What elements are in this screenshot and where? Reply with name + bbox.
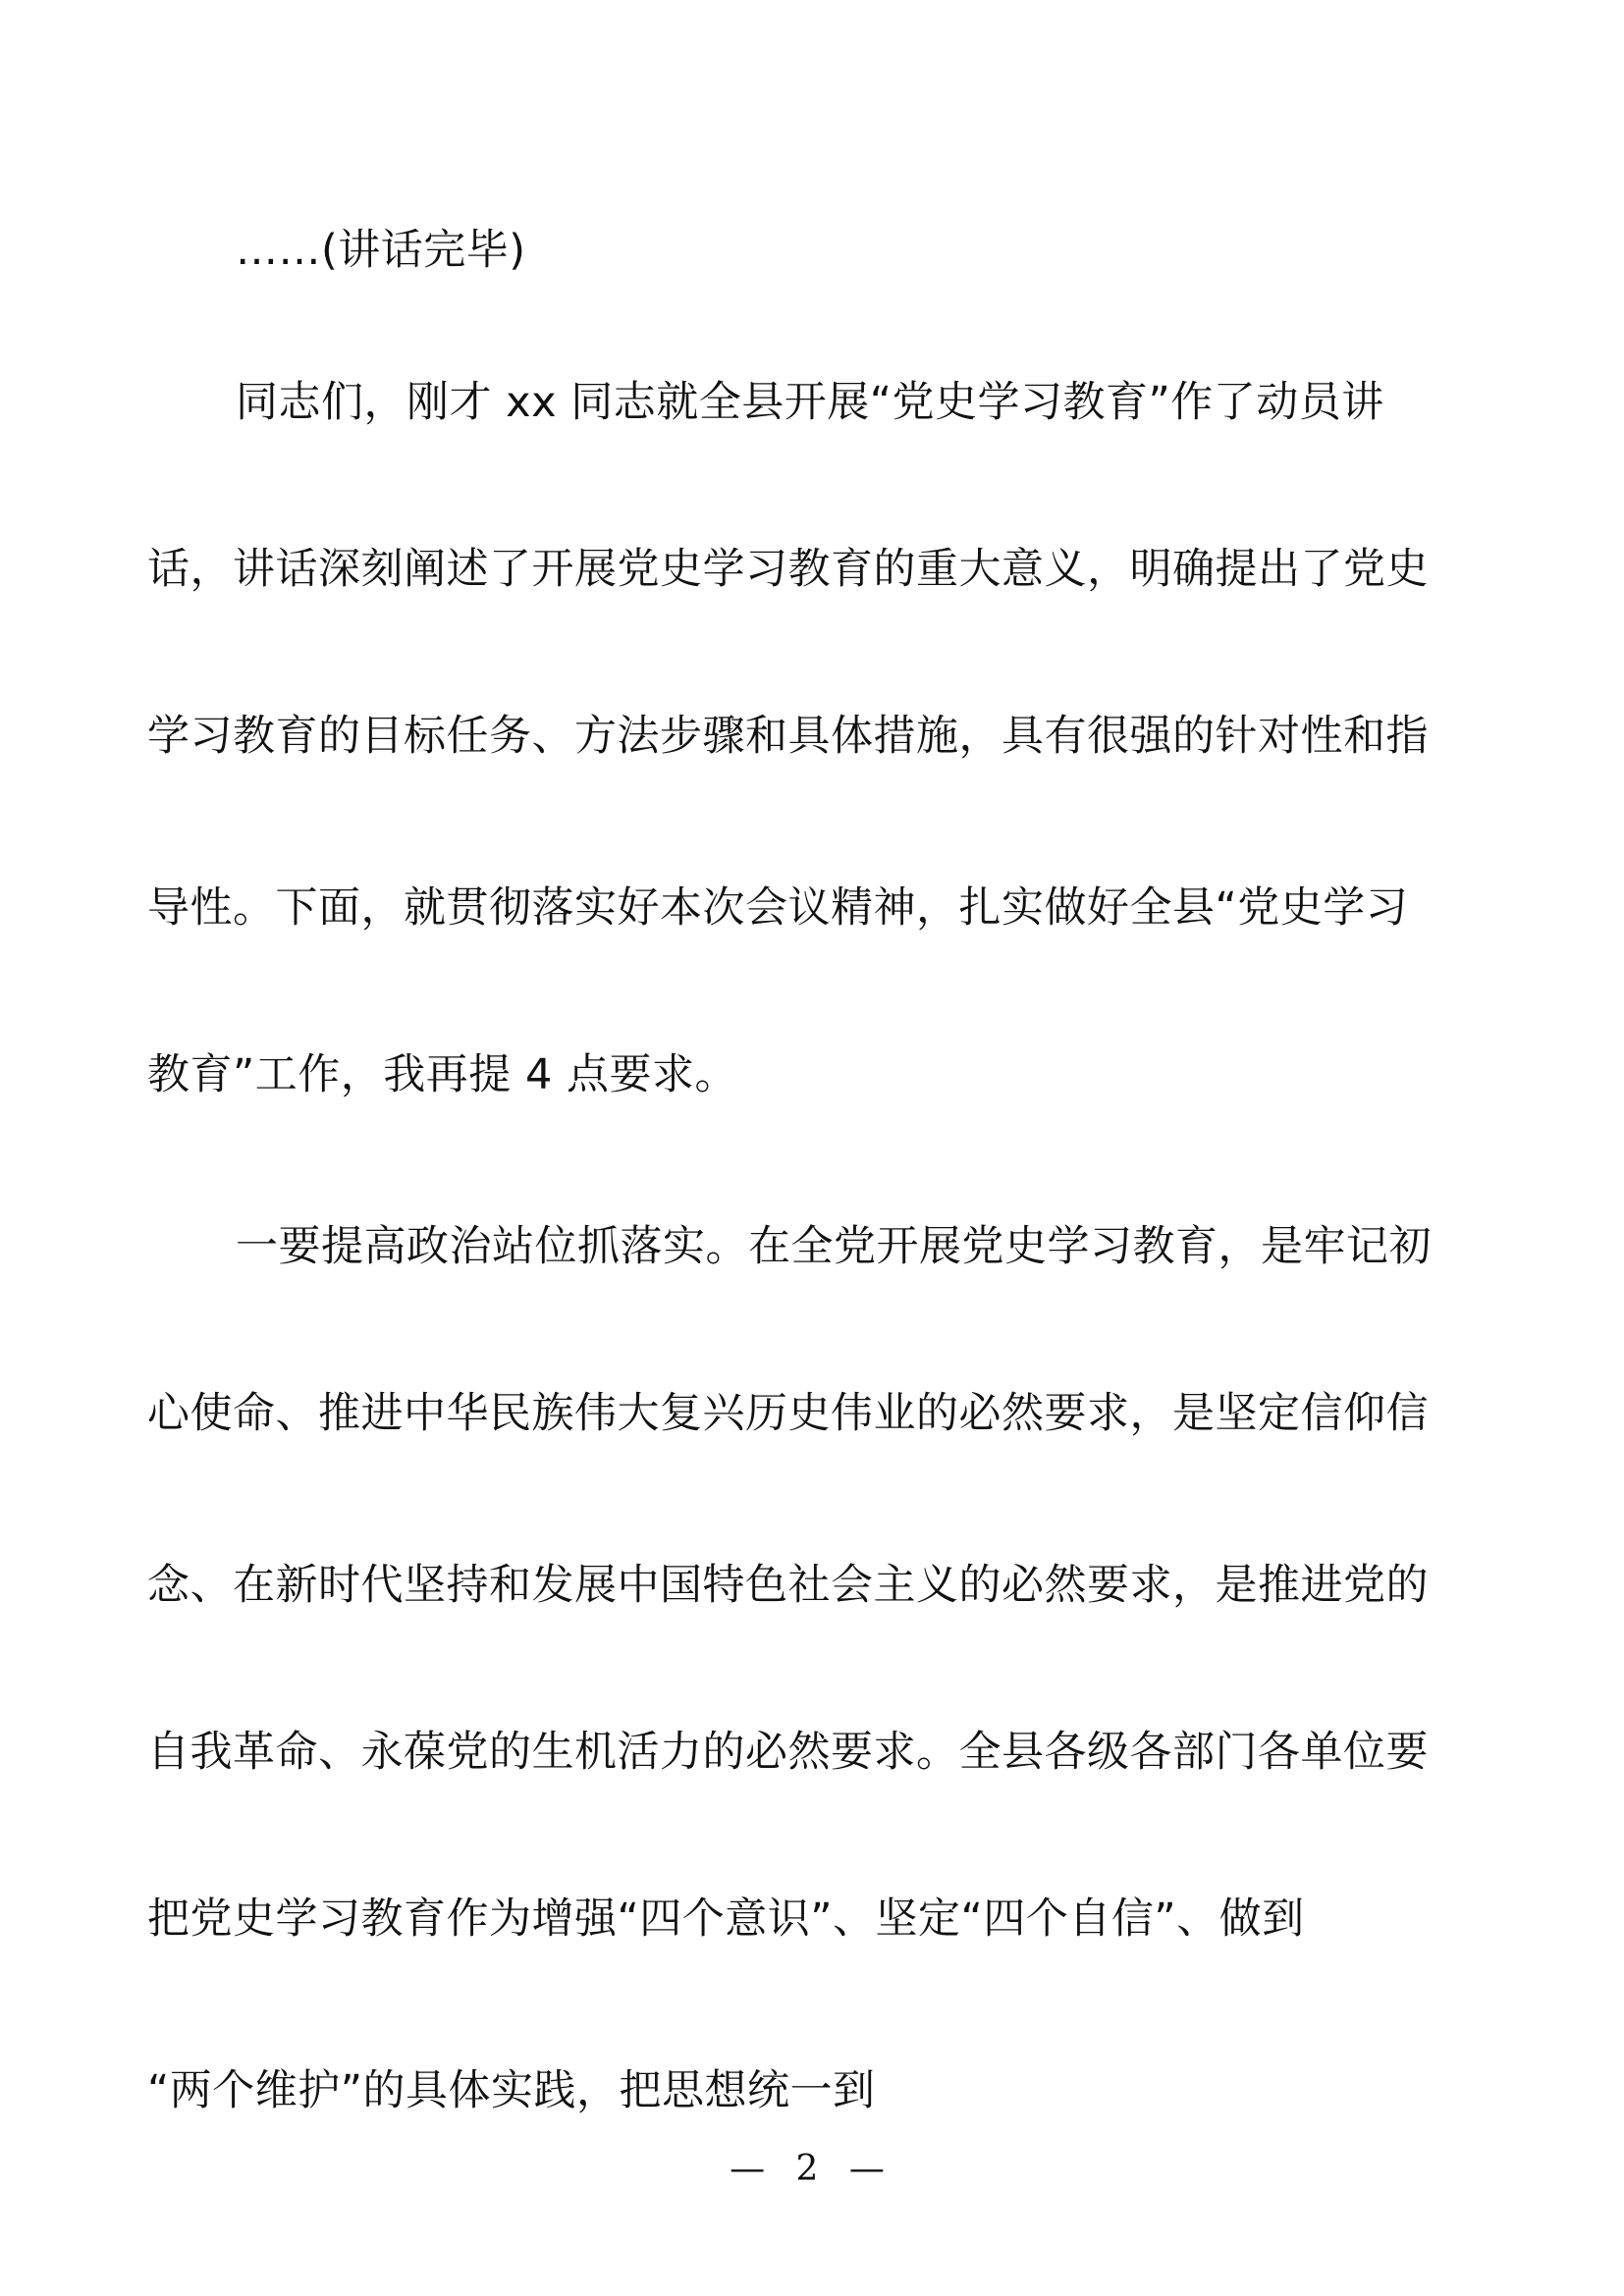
paragraph-2-line-3: 念、在新时代坚持和发展中国特色社会主义的必然要求，是推进党的 [147, 1561, 1429, 1610]
paragraph-1-line-5: 教育”工作，我再提 4 点要求。 [147, 1050, 737, 1099]
page-number: — 2 — [730, 2149, 894, 2189]
text-line-speech-end: ……(讲话完毕) [236, 226, 526, 275]
paragraph-2-line-1: 一要提高政治站位抓落实。在全党开展党史学习教育，是牢记初 [236, 1222, 1432, 1271]
paragraph-1-line-4: 导性。下面，就贯彻落实好本次会议精神，扎实做好全县“党史学习 [147, 883, 1409, 933]
paragraph-2-line-6: “两个维护”的具体实践，把思想统一到 [147, 2066, 876, 2115]
paragraph-2-line-2: 心使命、推进中华民族伟大复兴历史伟业的必然要求，是坚定信仰信 [147, 1389, 1429, 1438]
paragraph-1-line-3: 学习教育的目标任务、方法步骤和具体措施，具有很强的针对性和指 [147, 712, 1429, 761]
paragraph-2-line-5: 把党史学习教育作为增强“四个意识”、坚定“四个自信”、做到 [147, 1895, 1305, 1944]
paragraph-2-line-4: 自我革命、永葆党的生机活力的必然要求。全县各级各部门各单位要 [147, 1728, 1429, 1777]
paragraph-1-line-1: 同志们，刚才 xx 同志就全县开展“党史学习教育”作了动员讲 [236, 378, 1384, 427]
paragraph-1-line-2: 话，讲话深刻阐述了开展党史学习教育的重大意义，明确提出了党史 [147, 545, 1429, 594]
